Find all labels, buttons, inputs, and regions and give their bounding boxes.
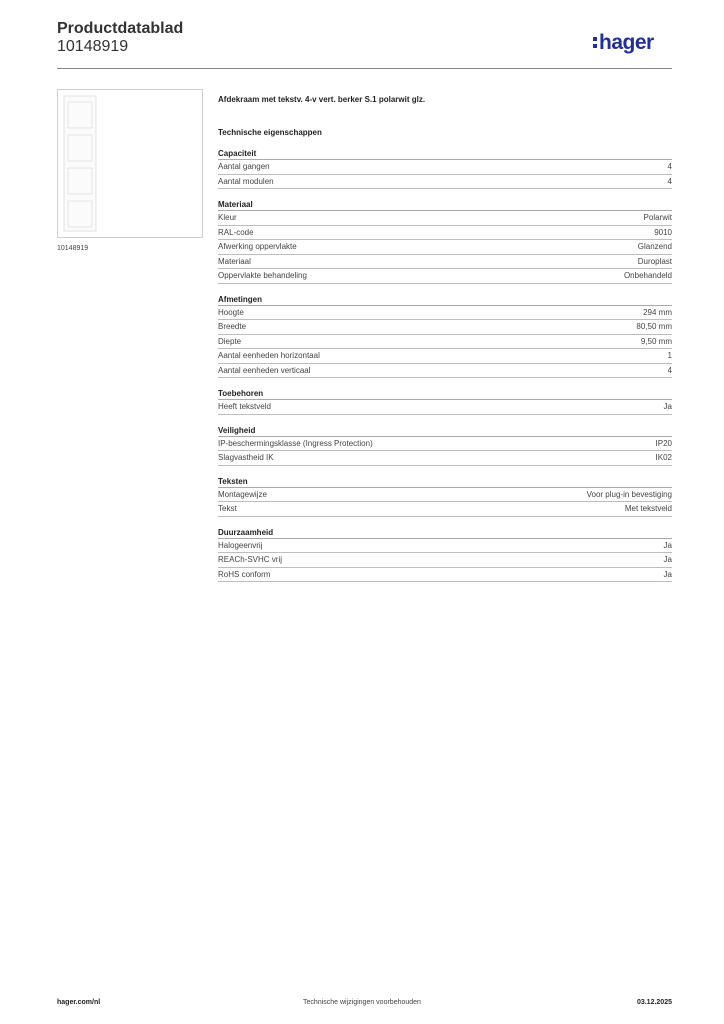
property-label: Montagewijze [218, 489, 267, 499]
property-value: 4 [667, 365, 672, 375]
document-number: 10148919 [57, 38, 129, 55]
property-row [218, 160, 672, 175]
property-value: Ja [663, 402, 672, 411]
property-row [218, 568, 672, 583]
property-row [218, 175, 672, 190]
property-row [218, 349, 672, 364]
property-value: Polarwit [643, 213, 672, 222]
section-title: Capaciteit [218, 148, 672, 160]
property-label: Aantal eenheden verticaal [218, 365, 311, 375]
section-title: Afmetingen [218, 294, 672, 306]
logo-text: hager [599, 30, 654, 54]
property-value: Voor plug-in bevestiging [586, 489, 672, 499]
section-title: Toebehoren [218, 388, 672, 400]
property-value: Glanzend [637, 242, 672, 251]
property-value: 4 [667, 162, 672, 171]
section-duurzaamheid [218, 527, 672, 583]
property-label: Heeft tekstveld [218, 402, 271, 411]
property-label: Aantal eenheden horizontaal [218, 351, 320, 360]
property-value: IP20 [655, 438, 672, 448]
property-row [218, 226, 672, 241]
property-label: Hoogte [218, 307, 244, 317]
frame-illustration [58, 90, 202, 237]
property-value: 1 [667, 351, 672, 360]
footer-website: hager.com/nl [57, 999, 101, 1006]
section-capaciteit [218, 148, 672, 189]
property-row [218, 502, 672, 517]
section-veiligheid [218, 425, 672, 466]
section-teksten [218, 476, 672, 517]
footer-date: 03.12.2025 [636, 999, 672, 1006]
property-label: IP-beschermingsklasse (Ingress Protection) [218, 438, 373, 448]
property-label: RAL-code [218, 227, 254, 237]
property-value: 294 mm [643, 307, 672, 317]
property-row [218, 400, 672, 415]
section-title: Teksten [218, 476, 672, 488]
property-value: Duroplast [637, 256, 672, 266]
section-title: Duurzaamheid [218, 527, 672, 539]
property-row [218, 306, 672, 321]
property-label: RoHS conform [218, 569, 271, 579]
property-label: Diepte [218, 336, 242, 346]
footer-disclaimer: Technische wijzigingen voorbehouden [303, 999, 421, 1006]
section-afmetingen [218, 294, 672, 379]
product-details [218, 95, 672, 592]
property-label: Afwerking oppervlakte [218, 242, 297, 251]
product-image [57, 89, 203, 238]
property-value: Met tekstveld [624, 504, 672, 513]
document-title: Productdatablad [57, 20, 184, 37]
property-row [218, 335, 672, 350]
property-value: 4 [667, 176, 672, 186]
property-row [218, 364, 672, 379]
property-row [218, 539, 672, 554]
hager-logo [593, 28, 654, 56]
property-sections [218, 148, 672, 582]
property-value: 9,50 mm [640, 336, 672, 346]
property-value: Ja [663, 555, 672, 564]
image-caption: 10148919 [57, 245, 89, 252]
property-value: IK02 [655, 453, 672, 462]
section-title: Materiaal [218, 199, 672, 211]
section-materiaal [218, 199, 672, 284]
property-value: Onbehandeld [623, 271, 672, 280]
section-toebehoren [218, 388, 672, 415]
property-label: Materiaal [218, 256, 251, 266]
property-row [218, 240, 672, 255]
property-label: Aantal modulen [218, 176, 274, 186]
property-label: Oppervlakte behandeling [218, 271, 307, 280]
property-value: 9010 [654, 227, 672, 237]
property-label: Tekst [218, 504, 237, 513]
property-row [218, 451, 672, 466]
property-label: Halogeenvrij [218, 540, 263, 550]
property-label: Kleur [218, 213, 237, 222]
property-row [218, 269, 672, 284]
property-row [218, 320, 672, 335]
technical-properties-title: Technische eigenschappen [218, 128, 322, 137]
property-value: Ja [663, 540, 672, 550]
property-label: Slagvastheid IK [218, 453, 274, 462]
header-divider [57, 68, 672, 69]
property-row [218, 553, 672, 568]
property-label: REACh-SVHC vrij [218, 555, 283, 564]
property-value: 80,50 mm [636, 322, 672, 331]
property-label: Breedte [218, 322, 247, 331]
property-row [218, 211, 672, 226]
logo-dots-icon [593, 37, 597, 48]
property-row [218, 488, 672, 503]
property-row [218, 437, 672, 452]
section-title: Veiligheid [218, 425, 672, 437]
product-name: Afdekraam met tekstv. 4-v vert. berker S.1 polarwit glz. [218, 95, 426, 104]
property-value: Ja [663, 569, 672, 579]
property-row [218, 255, 672, 270]
property-label: Aantal gangen [218, 162, 270, 171]
